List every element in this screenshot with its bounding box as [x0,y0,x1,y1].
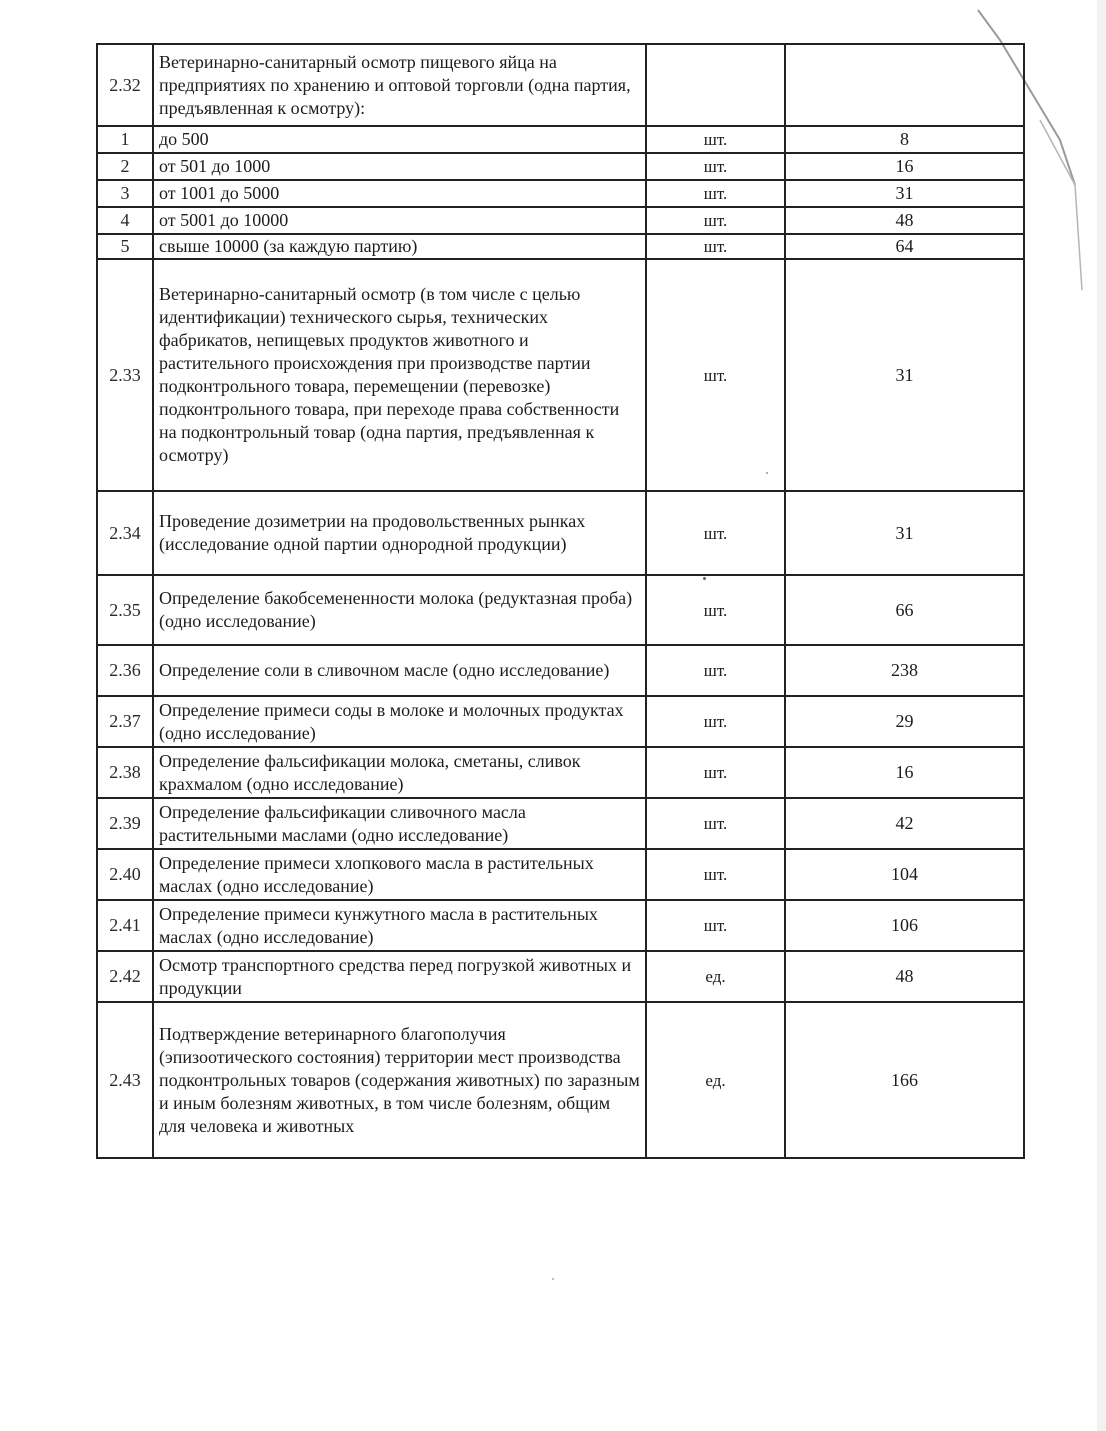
table-row [97,849,1024,900]
row-description: Определение примеси хлопкового масла в растительных маслах (одно исследование) [153,849,646,900]
row-number: 2.43 [97,1002,153,1158]
row-unit [646,44,785,126]
row-description: до 500 [153,126,646,153]
row-price: 48 [785,207,1024,234]
row-price: 238 [785,645,1024,696]
row-price: 104 [785,849,1024,900]
scan-speck [766,472,768,474]
table-row [97,747,1024,798]
scan-page-edge [1097,0,1106,1431]
row-description: Определение фальсификации молока, сметаны, сливок крахмалом (одно исследование) [153,747,646,798]
table-row [97,696,1024,747]
scan-speck [703,577,706,580]
row-number: 2 [97,153,153,180]
row-unit: ед. [646,951,785,1002]
row-description: от 501 до 1000 [153,153,646,180]
table-row [97,798,1024,849]
row-price: 42 [785,798,1024,849]
row-price: 166 [785,1002,1024,1158]
row-unit: шт. [646,575,785,645]
row-number: 2.38 [97,747,153,798]
table-row [97,491,1024,575]
row-number: 2.34 [97,491,153,575]
table-row [97,234,1024,259]
row-number: 1 [97,126,153,153]
row-number: 2.37 [97,696,153,747]
row-description: Определение примеси кунжутного масла в растительных маслах (одно исследование) [153,900,646,951]
row-price: 16 [785,747,1024,798]
row-price: 29 [785,696,1024,747]
row-unit: шт. [646,234,785,259]
table-row [97,44,1024,126]
row-description: свыше 10000 (за каждую партию) [153,234,646,259]
row-description: Ветеринарно-санитарный осмотр пищевого яйца на предприятиях по хранению и оптовой торговли (одна партия, предъявленная к осмотру): [153,44,646,126]
row-unit: шт. [646,900,785,951]
row-unit: шт. [646,798,785,849]
row-price: 64 [785,234,1024,259]
table-row [97,951,1024,1002]
row-price: 31 [785,491,1024,575]
row-unit: шт. [646,849,785,900]
row-description: Проведение дозиметрии на продовольственных рынках (исследование одной партии однородной продукции) [153,491,646,575]
row-number: 2.41 [97,900,153,951]
row-number: 2.32 [97,44,153,126]
row-unit: шт. [646,180,785,207]
row-description: от 1001 до 5000 [153,180,646,207]
row-number: 2.33 [97,259,153,491]
table-row [97,1002,1024,1158]
price-table [96,43,1025,1159]
row-description: Подтверждение ветеринарного благополучия (эпизоотического состояния) территории мест производства подконтрольных товаров (содержания животных) по заразным и иным болезням животных, в том числе болезням, общим для человека и животных [153,1002,646,1158]
row-description: Ветеринарно-санитарный осмотр (в том числе с целью идентификации) технического сырья, технических фабрикатов, непищевых продуктов животного и растительного происхождения при производстве партии подконтрольного товара, перемещении (перевозке) подконтрольного товара, при переходе права собственности на подконтрольный товар (одна партия, предъявленная к осмотру) [153,259,646,491]
row-number: 3 [97,180,153,207]
table-row [97,259,1024,491]
row-unit: шт. [646,126,785,153]
row-description: Определение соли в сливочном масле (одно исследование) [153,645,646,696]
table-row [97,575,1024,645]
row-unit: шт. [646,153,785,180]
row-description: от 5001 до 10000 [153,207,646,234]
scan-speck [552,1278,554,1280]
row-number: 2.40 [97,849,153,900]
row-number: 2.42 [97,951,153,1002]
row-unit: шт. [646,207,785,234]
table-row [97,207,1024,234]
row-unit: шт. [646,747,785,798]
row-unit: шт. [646,259,785,491]
row-price: 8 [785,126,1024,153]
row-unit: шт. [646,491,785,575]
row-unit: ед. [646,1002,785,1158]
table-row [97,645,1024,696]
row-number: 2.36 [97,645,153,696]
row-description: Определение фальсификации сливочного масла растительными маслами (одно исследование) [153,798,646,849]
table-row [97,153,1024,180]
row-price: 66 [785,575,1024,645]
row-unit: шт. [646,645,785,696]
table-row [97,126,1024,153]
row-description: Определение примеси соды в молоке и молочных продуктах (одно исследование) [153,696,646,747]
row-description: Определение бакобсемененности молока (редуктазная проба) (одно исследование) [153,575,646,645]
row-price [785,44,1024,126]
table-row [97,900,1024,951]
row-number: 2.39 [97,798,153,849]
row-number: 2.35 [97,575,153,645]
table-row [97,180,1024,207]
row-description: Осмотр транспортного средства перед погрузкой животных и продукции [153,951,646,1002]
row-unit: шт. [646,696,785,747]
row-number: 5 [97,234,153,259]
row-number: 4 [97,207,153,234]
row-price: 31 [785,259,1024,491]
row-price: 16 [785,153,1024,180]
row-price: 48 [785,951,1024,1002]
row-price: 31 [785,180,1024,207]
row-price: 106 [785,900,1024,951]
